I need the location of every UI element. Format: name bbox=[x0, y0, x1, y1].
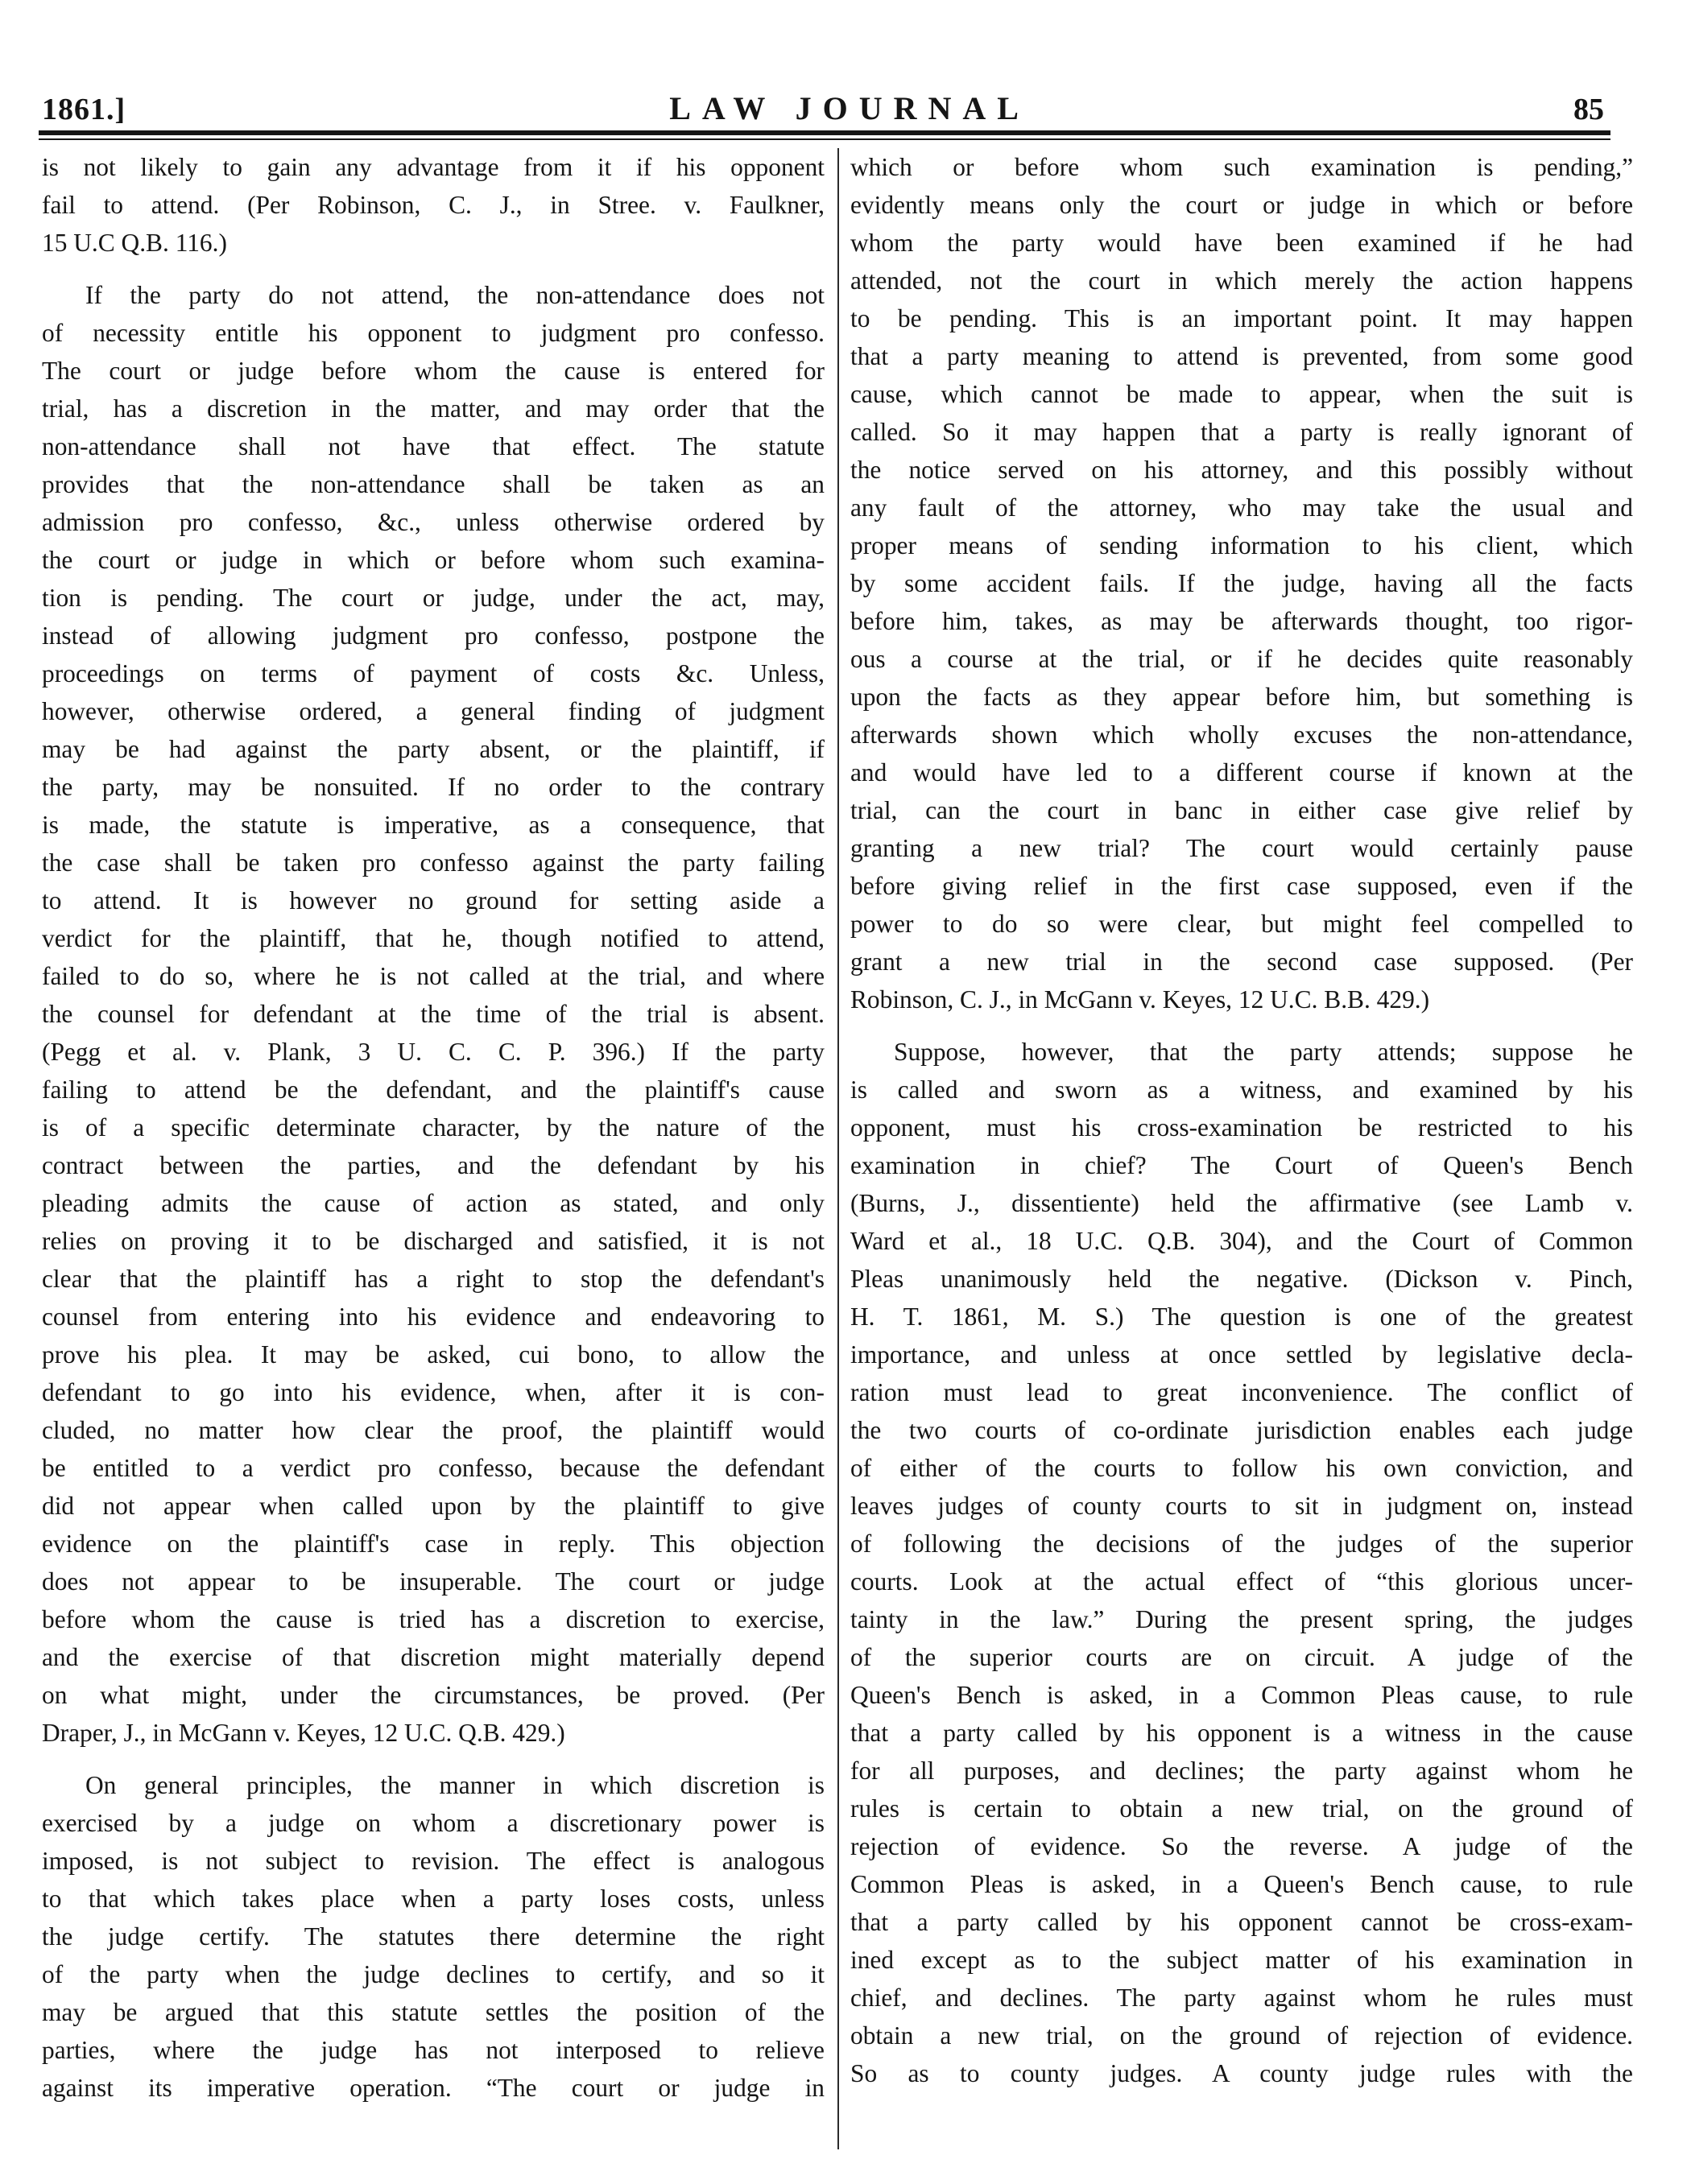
text-line: grant a new trial in the second case supposed. (Per bbox=[850, 948, 1633, 976]
text-line: to be pending. This is an important point. It may happen bbox=[850, 304, 1633, 332]
text-line: granting a new trial? The court would certainly pause bbox=[850, 834, 1633, 862]
text-line: afterwards shown which wholly excuses the non-attendance, bbox=[850, 720, 1633, 749]
text-line: trial, has a discretion in the matter, and may order that the bbox=[42, 394, 825, 423]
text-line: by some accident fails. If the judge, having all the facts bbox=[850, 569, 1633, 597]
text-line: pleading admits the cause of action as stated, and only bbox=[42, 1189, 825, 1217]
text-line: contract between the parties, and the defendant by his bbox=[42, 1151, 825, 1179]
text-line: the judge certify. The statutes there determine the right bbox=[42, 1922, 825, 1951]
journal-title: LAW JOURNAL bbox=[669, 90, 1030, 126]
text-line: instead of allowing judgment pro confesso, postpone the bbox=[42, 621, 825, 650]
text-line: on what might, under the circumstances, be proved. (Per bbox=[42, 1681, 825, 1709]
text-line: any fault of the attorney, who may take the usual and bbox=[850, 493, 1633, 522]
text-line: Draper, J., in McGann v. Keyes, 12 U.C. Q.B. 429.) bbox=[42, 1719, 565, 1747]
text-line: fail to attend. (Per Robinson, C. J., in Stree. v. Faulkner, bbox=[42, 191, 825, 219]
text-line: On general principles, the manner in which discretion is bbox=[85, 1771, 825, 1799]
text-line: before him, takes, as may be afterwards thought, too rigor- bbox=[850, 607, 1633, 635]
text-line: So as to county judges. A county judge rules with the bbox=[850, 2059, 1633, 2087]
text-line: chief, and declines. The party against whom he rules must bbox=[850, 1984, 1633, 2012]
running-header bbox=[42, 77, 1604, 127]
header-rule-thick bbox=[39, 130, 1610, 135]
text-line: that a party meaning to attend is prevented, from some good bbox=[850, 342, 1633, 370]
text-line: clear that the plaintiff has a right to stop the defendant's bbox=[42, 1265, 825, 1293]
text-line: the court or judge in which or before whom such examina- bbox=[42, 546, 825, 574]
text-line: parties, where the judge has not interposed to relieve bbox=[42, 2036, 825, 2064]
text-line: is not likely to gain any advantage from it if his opponent bbox=[42, 153, 825, 181]
text-line: cause, which cannot be made to appear, when the suit is bbox=[850, 380, 1633, 408]
text-line: does not appear to be insuperable. The court or judge bbox=[42, 1567, 825, 1596]
text-line: the party, may be nonsuited. If no order to the contrary bbox=[42, 773, 825, 801]
text-line: leaves judges of county courts to sit in judgment on, instead bbox=[850, 1492, 1633, 1520]
text-line: ration must lead to great inconvenience. The conflict of bbox=[850, 1378, 1633, 1406]
text-line: exercised by a judge on whom a discretionary power is bbox=[42, 1809, 825, 1837]
text-line: attended, not the court in which merely the action happens bbox=[850, 266, 1633, 295]
text-line: of the party when the judge declines to certify, and so it bbox=[42, 1960, 825, 1988]
text-line: tainty in the law.” During the present spring, the judges bbox=[850, 1605, 1633, 1633]
text-line: tion is pending. The court or judge, under the act, may, bbox=[42, 584, 825, 612]
column-divider bbox=[837, 148, 839, 2149]
text-line: before giving relief in the first case supposed, even if the bbox=[850, 872, 1633, 900]
text-line: Common Pleas is asked, in a Queen's Bench cause, to rule bbox=[850, 1870, 1633, 1898]
text-line: imposed, is not subject to revision. The effect is analogous bbox=[42, 1847, 825, 1875]
text-line: for all purposes, and declines; the party against whom he bbox=[850, 1757, 1633, 1785]
text-line: Ward et al., 18 U.C. Q.B. 304), and the Court of Common bbox=[850, 1227, 1633, 1255]
text-line: upon the facts as they appear before him, but something is bbox=[850, 683, 1633, 711]
text-line: examination in chief? The Court of Queen's Bench bbox=[850, 1151, 1633, 1179]
text-line: against its imperative operation. “The court or judge in bbox=[42, 2074, 825, 2102]
text-line: which or before whom such examination is pending,” bbox=[850, 153, 1633, 181]
text-line: rejection of evidence. So the reverse. A judge of the bbox=[850, 1832, 1633, 1860]
text-line: cluded, no matter how clear the proof, the plaintiff would bbox=[42, 1416, 825, 1444]
text-line: of following the decisions of the judges of the superior bbox=[850, 1530, 1633, 1558]
left-column bbox=[42, 148, 825, 2107]
text-line: before whom the cause is tried has a discretion to exercise, bbox=[42, 1605, 825, 1633]
text-line: and would have led to a different course if known at the bbox=[850, 758, 1633, 786]
text-line: be entitled to a verdict pro confesso, because the defendant bbox=[42, 1454, 825, 1482]
text-line: prove his plea. It may be asked, cui bono, to allow the bbox=[42, 1340, 825, 1369]
text-line: the counsel for defendant at the time of the trial is absent. bbox=[42, 1000, 825, 1028]
text-line: Pleas unanimously held the negative. (Dickson v. Pinch, bbox=[850, 1265, 1633, 1293]
text-line: importance, and unless at once settled by legislative decla- bbox=[850, 1340, 1633, 1369]
text-line: courts. Look at the actual effect of “this glorious uncer- bbox=[850, 1567, 1633, 1596]
text-line: proceedings on terms of payment of costs &c. Unless, bbox=[42, 659, 825, 687]
text-line: 15 U.C Q.B. 116.) bbox=[42, 229, 227, 257]
text-line: (Burns, J., dissentiente) held the affirmative (see Lamb v. bbox=[850, 1189, 1633, 1217]
text-line: ous a course at the trial, or if he decides quite reasonably bbox=[850, 645, 1633, 673]
text-line: relies on proving it to be discharged and satisfied, it is not bbox=[42, 1227, 825, 1255]
text-line: of the superior courts are on circuit. A judge of the bbox=[850, 1643, 1633, 1671]
text-line: provides that the non-attendance shall be taken as an bbox=[42, 470, 825, 498]
text-line: the two courts of co-ordinate jurisdiction enables each judge bbox=[850, 1416, 1633, 1444]
text-line: that a party called by his opponent is a witness in the cause bbox=[850, 1719, 1633, 1747]
text-line: ined except as to the subject matter of his examination in bbox=[850, 1946, 1633, 1974]
text-line: H. T. 1861, M. S.) The question is one of the greatest bbox=[850, 1303, 1633, 1331]
text-line: did not appear when called upon by the plaintiff to give bbox=[42, 1492, 825, 1520]
text-line: failed to do so, where he is not called at the trial, and where bbox=[42, 962, 825, 990]
page-number: 85 bbox=[1573, 93, 1604, 126]
text-line: If the party do not attend, the non-attendance does not bbox=[85, 281, 825, 309]
text-line: counsel from entering into his evidence and endeavoring to bbox=[42, 1303, 825, 1331]
text-line: proper means of sending information to his client, which bbox=[850, 531, 1633, 559]
text-line: however, otherwise ordered, a general finding of judgment bbox=[42, 697, 825, 725]
text-line: the case shall be taken pro confesso against the party failing bbox=[42, 848, 825, 877]
text-line: of necessity entitle his opponent to judgment pro confesso. bbox=[42, 319, 825, 347]
text-line: Queen's Bench is asked, in a Common Pleas cause, to rule bbox=[850, 1681, 1633, 1709]
header-year: 1861.] bbox=[42, 93, 126, 126]
text-line: Robinson, C. J., in McGann v. Keyes, 12 U.C. B.B. 429.) bbox=[850, 985, 1430, 1014]
text-line: power to do so were clear, but might feel compelled to bbox=[850, 910, 1633, 938]
text-line: admission pro confesso, &c., unless otherwise ordered by bbox=[42, 508, 825, 536]
text-line: may be argued that this statute settles the position of the bbox=[42, 1998, 825, 2026]
text-line: the notice served on his attorney, and this possibly without bbox=[850, 456, 1633, 484]
text-line: defendant to go into his evidence, when, after it is con- bbox=[42, 1378, 825, 1406]
text-line: obtain a new trial, on the ground of rejection of evidence. bbox=[850, 2021, 1633, 2050]
text-line: that a party called by his opponent cannot be cross-exam- bbox=[850, 1908, 1633, 1936]
text-line: non-attendance shall not have that effect. The statute bbox=[42, 432, 825, 460]
text-line: verdict for the plaintiff, that he, though notified to attend, bbox=[42, 924, 825, 952]
text-line: failing to attend be the defendant, and the plaintiff's cause bbox=[42, 1075, 825, 1104]
text-line: may be had against the party absent, or the plaintiff, if bbox=[42, 735, 825, 763]
text-line: is of a specific determinate character, by the nature of the bbox=[42, 1113, 825, 1142]
right-column bbox=[850, 148, 1633, 2092]
text-line: The court or judge before whom the cause is entered for bbox=[42, 357, 825, 385]
header-rule-thin bbox=[39, 138, 1610, 140]
text-line: evidently means only the court or judge in which or before bbox=[850, 191, 1633, 219]
text-line: trial, can the court in banc in either case give relief by bbox=[850, 796, 1633, 824]
text-line: (Pegg et al. v. Plank, 3 U. C. C. P. 396.) If the party bbox=[42, 1038, 825, 1066]
text-line: called. So it may happen that a party is really ignorant of bbox=[850, 418, 1633, 446]
text-line: is made, the statute is imperative, as a consequence, that bbox=[42, 811, 825, 839]
text-line: and the exercise of that discretion might materially depend bbox=[42, 1643, 825, 1671]
text-line: to that which takes place when a party loses costs, unless bbox=[42, 1885, 825, 1913]
text-line: whom the party would have been examined if he had bbox=[850, 229, 1633, 257]
text-line: is called and sworn as a witness, and examined by his bbox=[850, 1075, 1633, 1104]
text-line: to attend. It is however no ground for setting aside a bbox=[42, 886, 825, 914]
text-line: opponent, must his cross-examination be restricted to his bbox=[850, 1113, 1633, 1142]
text-line: rules is certain to obtain a new trial, on the ground of bbox=[850, 1794, 1633, 1823]
text-line: Suppose, however, that the party attends; suppose he bbox=[894, 1038, 1633, 1066]
text-line: evidence on the plaintiff's case in reply. This objection bbox=[42, 1530, 825, 1558]
text-line: of either of the courts to follow his own conviction, and bbox=[850, 1454, 1633, 1482]
